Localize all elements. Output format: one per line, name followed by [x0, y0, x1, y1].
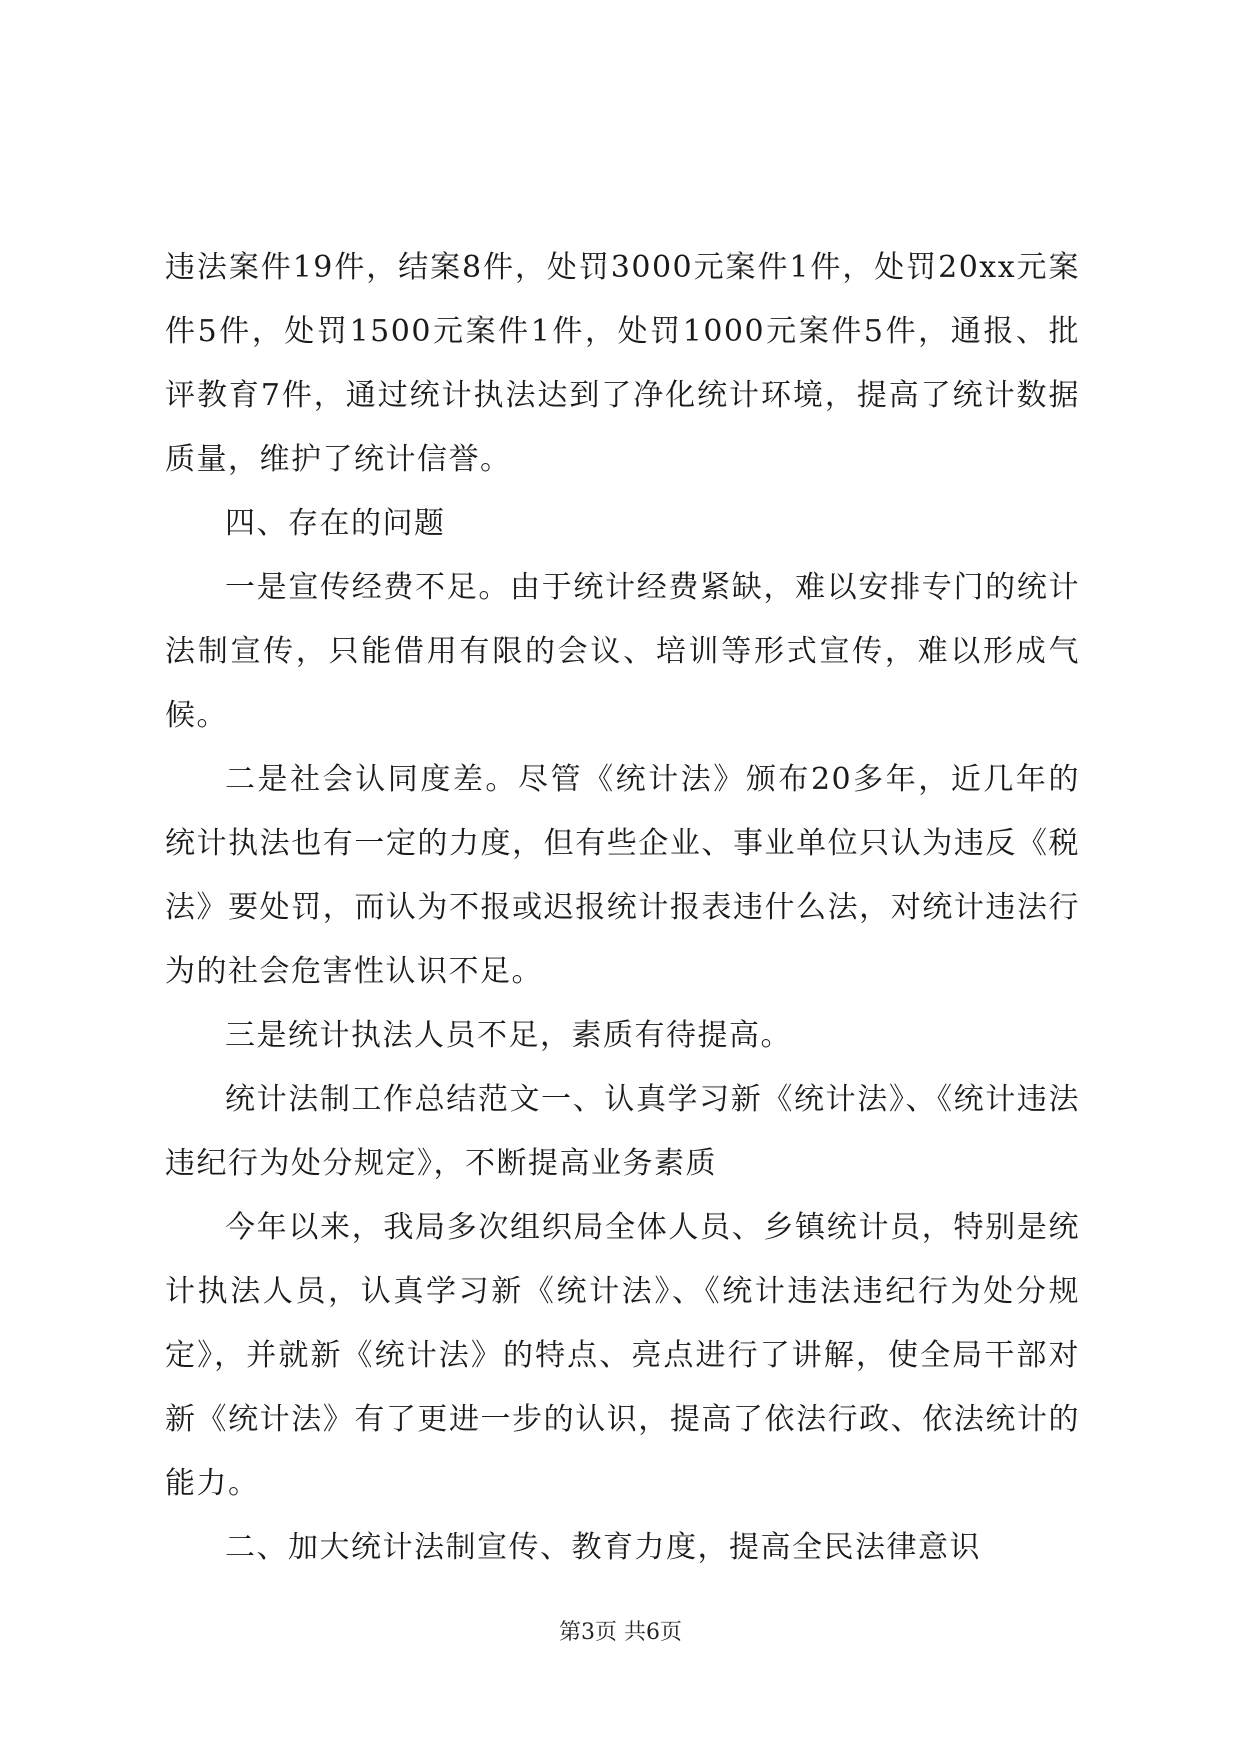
paragraph-summary-title: 统计法制工作总结范文一、认真学习新《统计法》、《统计违法违纪行为处分规定》，不断提高业务素质	[165, 1082, 1080, 1181]
paragraph-funding: 一是宣传经费不足。由于统计经费紧缺，难以安排专门的统计法制宣传，只能借用有限的会议、培训等形式宣传，难以形成气候。	[165, 570, 1080, 733]
section-heading-problems: 四、存在的问题	[225, 506, 446, 541]
paragraph-study: 今年以来，我局多次组织局全体人员、乡镇统计员，特别是统计执法人员，认真学习新《统计法》、《统计违法违纪行为处分规定》，并就新《统计法》的特点、亮点进行了讲解，使全局干部对新《统计法》有了更进一步的认识，提高了依法行政、依法统计的能力。	[165, 1210, 1080, 1501]
page-footer	[0, 1618, 1241, 1648]
section-heading-publicity: 二、加大统计法制宣传、教育力度，提高全民法律意识	[225, 1530, 981, 1565]
paragraph-continuation: 违法案件19件，结案8件，处罚3000元案件1件，处罚20xx元案件5件，处罚1500元案件1件，处罚1000元案件5件，通报、批评教育7件，通过统计执法达到了净化统计环境，提高了统计数据质量，维护了统计信誉。	[165, 250, 1080, 477]
paragraph-staffing: 三是统计执法人员不足，素质有待提高。	[225, 1018, 792, 1053]
paragraph-recognition: 二是社会认同度差。尽管《统计法》颁布20多年，近几年的统计执法也有一定的力度，但有些企业、事业单位只认为违反《税法》要处罚，而认为不报或迟报统计报表违什么法，对统计违法行为的社会危害性认识不足。	[165, 762, 1080, 989]
page-number: 第3页 共6页	[559, 1620, 682, 1645]
document-body	[165, 236, 1080, 1580]
